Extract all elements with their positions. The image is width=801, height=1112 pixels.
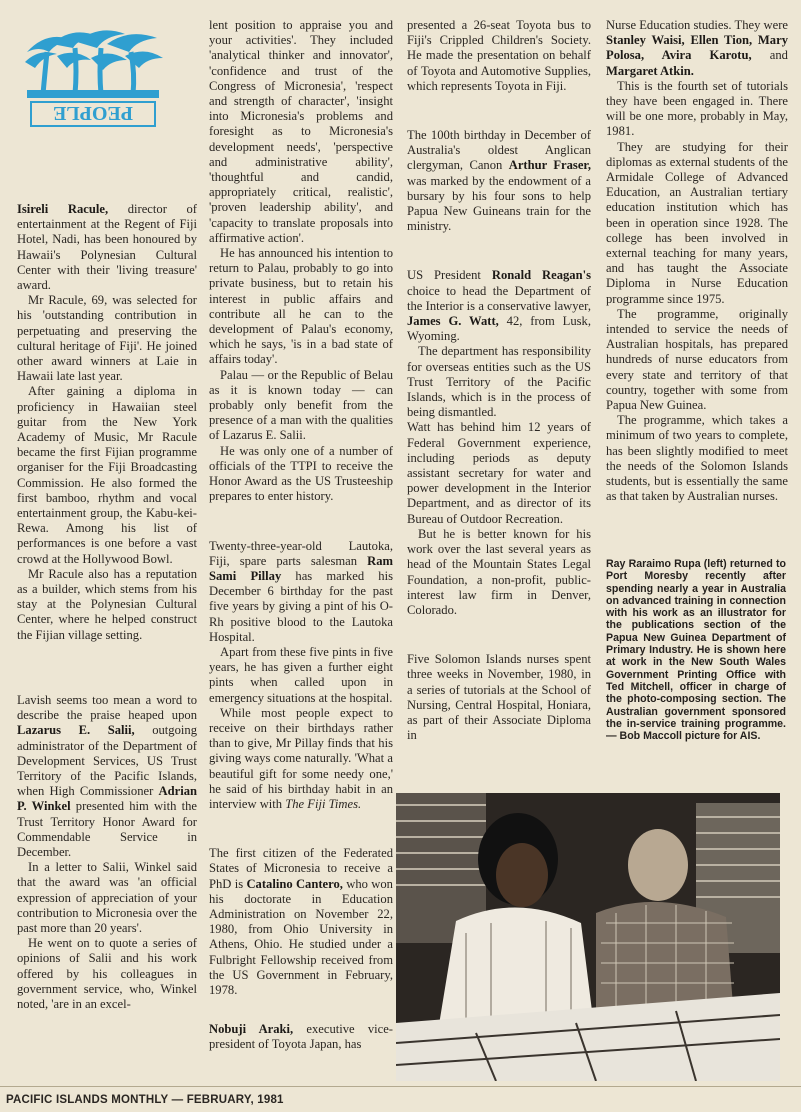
photo-caption: Ray Raraimo Rupa (left) returned to Port Moresby recently after spending nearly a year in Australia on advanced training in connection with his work as an illustrator for the publications section of the Papua New Guinea Department of Primary Industry. He is shown here at work in the New South Wales Government Printing Office with Ted Mitchell, officer in charge of the photo-composing section. The Australian government sponsored the in-service training programme. — Bob Maccoll picture for AIS. [606,558,786,743]
paragraph: Five Solomon Islands nurses spent three weeks in November, 1980, in a series of tutorials at the School of Nursing, Central Hospital, Honiara, as part of their Associate Diploma in [407,652,591,743]
paragraph: This is the fourth set of tutorials they have been engaged in. There will be one more, probably in May, 1981. [606,78,788,139]
column-2 [209,18,393,1053]
paragraph: The first citizen of the Federated States of Micronesia to receive a PhD is Catalino Cantero, who won his doctorate in Education Administration on November 22, 1980, from Ohio University in Athens, Ohio. He studied under a Fulbright Fellowship received from the US Government in February, 1978. [209,846,393,997]
paragraph: In a letter to Salii, Winkel said that the award was 'an official expression of appreciation of your contribution to Micronesia over the past more than 20 years'. [17,860,197,935]
paragraph: Watt has behind him 12 years of Federal Government experience, including periods as deputy assistant secretary for water and power development in the Interior Department, and as director of its Bureau of Outdoor Recreation. [407,420,591,526]
paragraph: After gaining a diploma in proficiency in Hawaiian steel guitar from the New York Academy of Music, Mr Racule became the first Fijian programme organiser for the Fiji Broadcasting Commission. He also formed the first bamboo, rhythm and vocal entertainment group, the Kabu-kei-Rewa. Among his list of performances is one before a vast crowd at the Hollywood Bowl. [17,384,197,566]
paragraph: Palau — or the Republic of Belau as it is known today — can probably only benefit from the presence of a man with the qualities of Lazarus E. Salii. [209,367,393,443]
paragraph: But he is better known for his work over the last several years as head of the Mountain States Legal Foundation, a non-profit, public-interest law firm in Denver, Colorado. [407,526,591,617]
column-1 [17,202,197,1012]
column-3 [407,18,591,743]
paragraph: Twenty-three-year-old Lautoka, Fiji, spare parts salesman Ram Sami Pillay has marked his December 6 birthday for the past five years by giving a pint of his O-Rh positive blood to the Lautoka Hospital. [209,538,393,644]
paragraph: He has announced his intention to return to Palau, probably to go into private business, but to retain his interest in public affairs and contribute all he can to the development of Palau's economy, which he says, 'is in a bad state of affairs today'. [209,246,393,367]
paragraph: The department has responsibility for overseas entities such as the US Trust Territory of the Pacific Islands, which is in the process of being dismantled. [407,344,591,420]
paragraph: Mr Racule also has a reputation as a builder, which stems from his stay at the Polynesian Cultural Center, where he helped construct the Fijian village setting. [17,566,197,642]
photo-image [396,793,780,1081]
paragraph: Nurse Education studies. They were Stanley Waisi, Ellen Tion, Mary Polosa, Avira Karotu, and Margaret Atkin. [606,18,788,78]
paragraph: US President Ronald Reagan's choice to head the Department of the Interior is a conservative lawyer, James G. Watt, 42, from Lusk, Wyoming. [407,268,592,344]
paragraph: He was only one of a number of officials of the TTPI to receive the Honor Award as the US Trusteeship prepares to enter history. [209,443,393,504]
paragraph: While most people expect to receive on their birthdays rather than to give, Mr Pillay finds that his giving ways come naturally. 'What a beautiful gift for some needy one,' he said of his birthday habit in an interview with The Fiji Times. [209,705,393,811]
paragraph: Nobuji Araki, executive vice-president of Toyota Japan, has [209,1022,393,1052]
paragraph: They are studying for their diplomas as external students of the Armidale College of Advanced Education, an Australian tertiary education institution which has been in operation since 1928. The college has been involved in external teaching for many years, and has taught the Associate Diploma in Nurse Education programme since 1975. [606,139,788,306]
paragraph: Lavish seems too mean a word to describe the praise heaped upon Lazarus E. Salii, outgoing administrator of the Department of Development Services, US Trust Territory of the Pacific Islands, when High Commissioner Adrian P. Winkel presented him with the Trust Territory Honor Award for Commendable Service in December. [17,692,197,859]
people-logo-text: PEOPLE [52,102,134,124]
paragraph: He went on to quote a series of opinions of Salii and his work offered by his colleagues in government service, who, Winkel noted, 'are in an excel- [17,936,197,1011]
people-logo [17,22,169,130]
paragraph: The programme, which takes a minimum of two years to complete, has been slightly modified to meet the needs of the Solomon Islands students, but is essentially the same as that taken by Australian nurses. [606,413,788,504]
column-4 [606,18,788,505]
paragraph: The programme, originally intended to service the needs of Australian hospitals, has prepared hundreds of nurse educators from every state and territory of that country, together with some from Papua New Guinea. [606,306,788,413]
palm-trees-icon [17,22,169,130]
paragraph: The 100th birthday in December of Australia's oldest Anglican clergyman, Canon Arthur Fraser, was marked by the endowment of a bursary by his four sons to help Papua New Guineans train for the ministry. [407,128,591,234]
paragraph: Mr Racule, 69, was selected for his 'outstanding contribution in perpetuating and preserving the cultural heritage of Fiji'. He joined other award winners at Laie in Hawaii late last year. [17,293,197,384]
paragraph: presented a 26-seat Toyota bus to Fiji's Crippled Children's Society. He made the presentation on behalf of Toyota and Automotive Supplies, which represents Toyota in Fiji. [407,18,591,93]
photo-printing-office [396,793,780,1081]
paragraph: Apart from these five pints in five years, he has given a further eight pints when called upon in emergency situations at the hospital. [209,644,393,705]
page-footer: PACIFIC ISLANDS MONTHLY — FEBRUARY, 1981 [6,1094,284,1106]
paragraph: lent position to appraise you and your activities'. They included 'analytical thinker and innovator', 'confidence and trust of the Congress of Micronesia', 'respect and strength of character', 'insight into Micronesia's problems and foresight as to Micronesia's development needs', 'perspective and administrative ability', 'thoughtful and candid, appropriately critical, realistic', 'proven leadership ability', and 'capacity to translate proposals into affirmative action'. [209,18,393,245]
paragraph: Isireli Racule, director of entertainment at the Regent of Fiji Hotel, Nadi, has been honoured by Hawaii's Polynesian Cultural Center with their 'living treasure' award. [17,202,198,293]
footer-rule [0,1086,801,1087]
